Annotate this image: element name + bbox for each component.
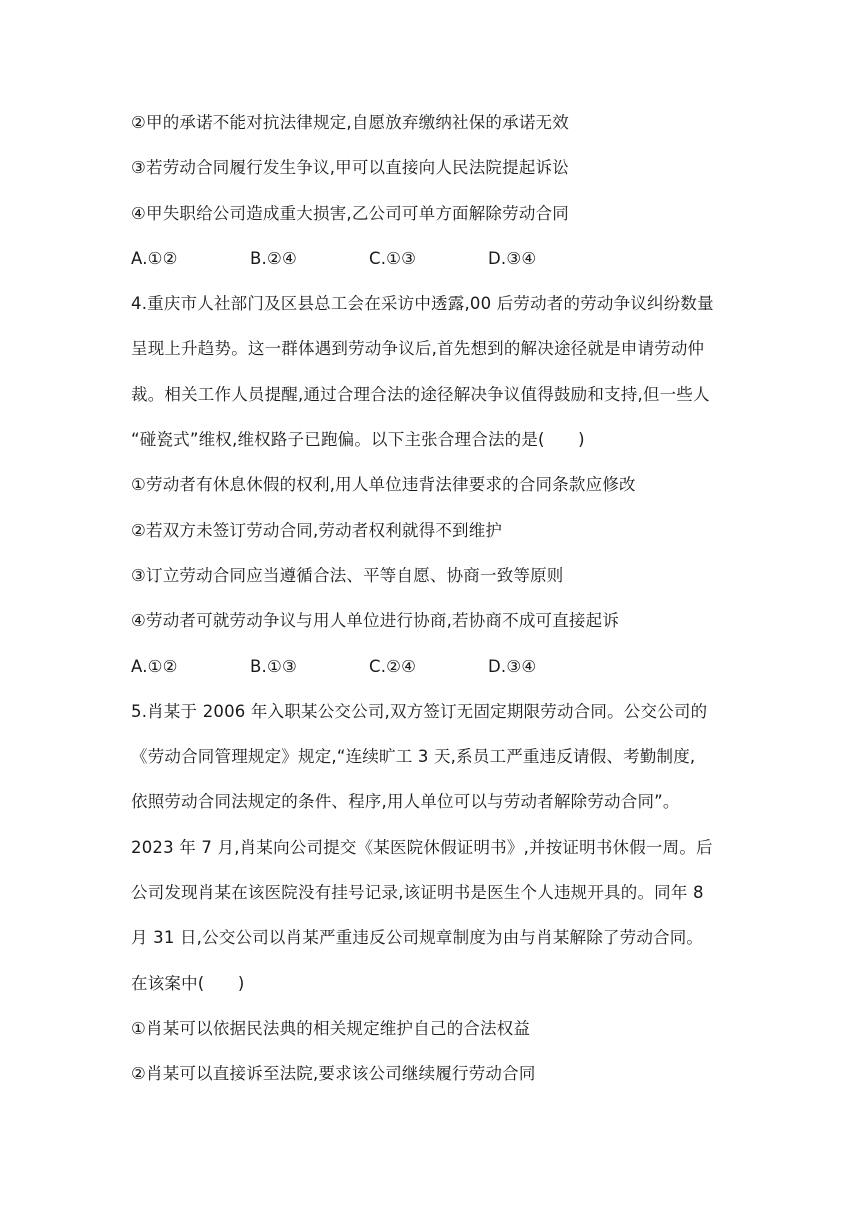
q4-stem-line-4: “碰瓷式”维权,维权路子已跑偏。以下主张合理合法的是( ) — [131, 430, 585, 450]
q3-option-b: B.②④ — [250, 248, 297, 268]
q3-option-c: C.①③ — [369, 248, 417, 268]
q5-stem-line-1: 5.肖某于 2006 年入职某公交公司,双方签订无固定期限劳动合同。公交公司的 — [131, 701, 708, 721]
q5-stem-line-2: 《劳动合同管理规定》规定,“连续旷工 3 天,系员工严重违反请假、考勤制度, — [131, 747, 696, 767]
q4-option-d: D.③④ — [488, 656, 537, 676]
q4-options — [131, 656, 741, 678]
q4-option-a: A.①② — [131, 656, 178, 676]
q3-option-a: A.①② — [131, 248, 178, 268]
q3-statement-3: ③若劳动合同履行发生争议,甲可以直接向人民法院提起诉讼 — [131, 158, 569, 178]
q4-statement-1: ①劳动者有休息休假的权利,用人单位违背法律要求的合同条款应修改 — [131, 475, 636, 495]
q4-stem-line-2: 呈现上升趋势。这一群体遇到劳动争议后,首先想到的解决途径就是申请劳动仲 — [131, 339, 705, 359]
q4-statement-4: ④劳动者可就劳动争议与用人单位进行协商,若协商不成可直接起诉 — [131, 611, 620, 631]
q5-statement-1: ①肖某可以依据民法典的相关规定维护自己的合法权益 — [131, 1018, 531, 1038]
q4-statement-2: ②若双方未签订劳动合同,劳动者权利就得不到维护 — [131, 520, 503, 540]
q5-stem-line-4: 2023 年 7 月,肖某向公司提交《某医院休假证明书》,并按证明书休假一周。后 — [131, 837, 713, 857]
q5-stem-line-7: 在该案中( ) — [131, 973, 245, 993]
q5-stem-line-3: 依照劳动合同法规定的条件、程序,用人单位可以与劳动者解除劳动合同”。 — [131, 792, 680, 812]
q3-option-d: D.③④ — [488, 248, 537, 268]
question-content — [131, 112, 741, 1109]
q5-stem-line-5: 公司发现肖某在该医院没有挂号记录,该证明书是医生个人违规开具的。同年 8 — [131, 883, 704, 903]
q4-stem-line-3: 裁。相关工作人员提醒,通过合理合法的途径解决争议值得鼓励和支持,但一些人 — [131, 384, 710, 404]
q5-stem-line-6: 月 31 日,公交公司以肖某严重违反公司规章制度为由与肖某解除了劳动合同。 — [131, 928, 704, 948]
q3-statement-2: ②甲的承诺不能对抗法律规定,自愿放弃缴纳社保的承诺无效 — [131, 113, 569, 132]
q3-statement-4: ④甲失职给公司造成重大损害,乙公司可单方面解除劳动合同 — [131, 203, 569, 223]
q3-options — [131, 248, 741, 270]
q4-option-c: C.②④ — [369, 656, 417, 676]
q4-stem-line-1: 4.重庆市人社部门及区县总工会在采访中透露,00 后劳动者的劳动争议纠纷数量 — [131, 294, 714, 314]
q4-option-b: B.①③ — [250, 656, 297, 676]
q4-statement-3: ③订立劳动合同应当遵循合法、平等自愿、协商一致等原则 — [131, 565, 564, 585]
q5-statement-2: ②肖某可以直接诉至法院,要求该公司继续履行劳动合同 — [131, 1064, 536, 1084]
